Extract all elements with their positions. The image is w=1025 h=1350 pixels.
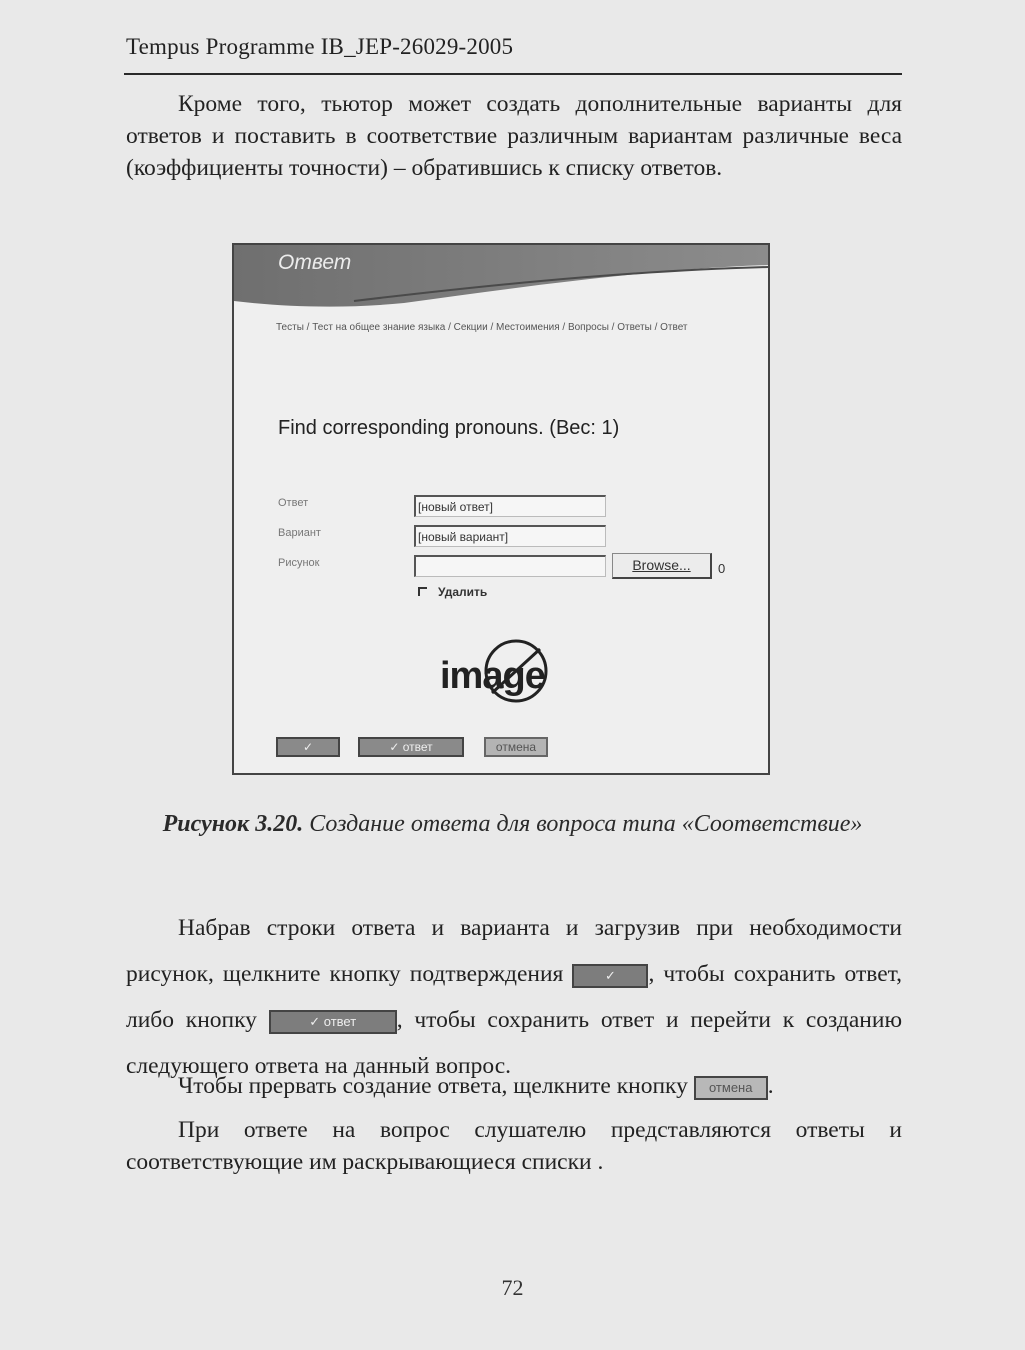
banner-title: Ответ: [278, 251, 352, 274]
variant-label: Вариант: [278, 527, 321, 539]
picture-file-input[interactable]: [414, 555, 606, 577]
confirm-next-answer-button[interactable]: ✓ ответ: [358, 737, 464, 757]
answer-label: Ответ: [278, 497, 309, 509]
figure-caption: [160, 808, 865, 841]
picture-label: Рисунок: [278, 557, 320, 569]
paragraph-cancel-instructions: [126, 1070, 902, 1102]
question-title: Find corresponding pronouns. (Вес: 1): [278, 417, 620, 439]
p2-text-2: , чтобы сохранить ответ, либо кнопку: [126, 961, 903, 1033]
paragraph-save-instructions: [126, 905, 902, 1089]
file-count: 0: [718, 561, 726, 576]
image-placeholder-text: image: [440, 655, 545, 697]
running-header: Tempus Programme IB_JEP-26029-2005: [126, 34, 514, 59]
breadcrumb[interactable]: Тесты / Тест на общее знание языка / Секции / Местоимения / Вопросы / Ответы / Ответ: [276, 322, 688, 333]
p3-text-1: Чтобы прервать создание ответа, щелкните кнопку: [178, 1073, 688, 1099]
page-number: 72: [501, 1275, 524, 1300]
inline-cancel-button: отмена: [694, 1076, 768, 1100]
p2-text-3: , чтобы сохранить ответ и перейти к созданию следующего ответа на данный вопрос.: [126, 1007, 903, 1079]
confirm-button[interactable]: ✓: [276, 737, 340, 757]
figure-screenshot: [232, 243, 770, 775]
paragraph-learner-view: При ответе на вопрос слушателю представляются ответы и соответствующие им раскрывающиеся списки .: [126, 1117, 902, 1175]
delete-checkbox[interactable]: [418, 587, 427, 596]
p2-text-1: Набрав строки ответа и варианта и загрузив при необходимости рисунок, щелкните кнопку подтверждения: [126, 915, 902, 987]
cancel-button[interactable]: отмена: [484, 737, 548, 757]
figure-number: Рисунок 3.20.: [162, 811, 304, 837]
p3-text-2: .: [767, 1073, 774, 1099]
figure-caption-text: Создание ответа для вопроса типа «Соответствие»: [309, 811, 863, 837]
answer-input[interactable]: [новый ответ]: [414, 495, 606, 517]
paragraph-intro: Кроме того, тьютор может создать дополнительные варианты для ответов и поставить в соответствие различным вариантам различные веса (коэффициенты точности) – обратившись к списку ответов.: [126, 91, 902, 181]
delete-checkbox-label: Удалить: [438, 585, 488, 599]
header-rule: [124, 73, 902, 75]
browse-button[interactable]: Browse...: [612, 553, 712, 579]
inline-confirm-next-button: ✓ ответ: [269, 1010, 397, 1034]
variant-input[interactable]: [новый вариант]: [414, 525, 606, 547]
inline-confirm-button: ✓: [572, 964, 648, 988]
image-placeholder: [434, 639, 594, 717]
